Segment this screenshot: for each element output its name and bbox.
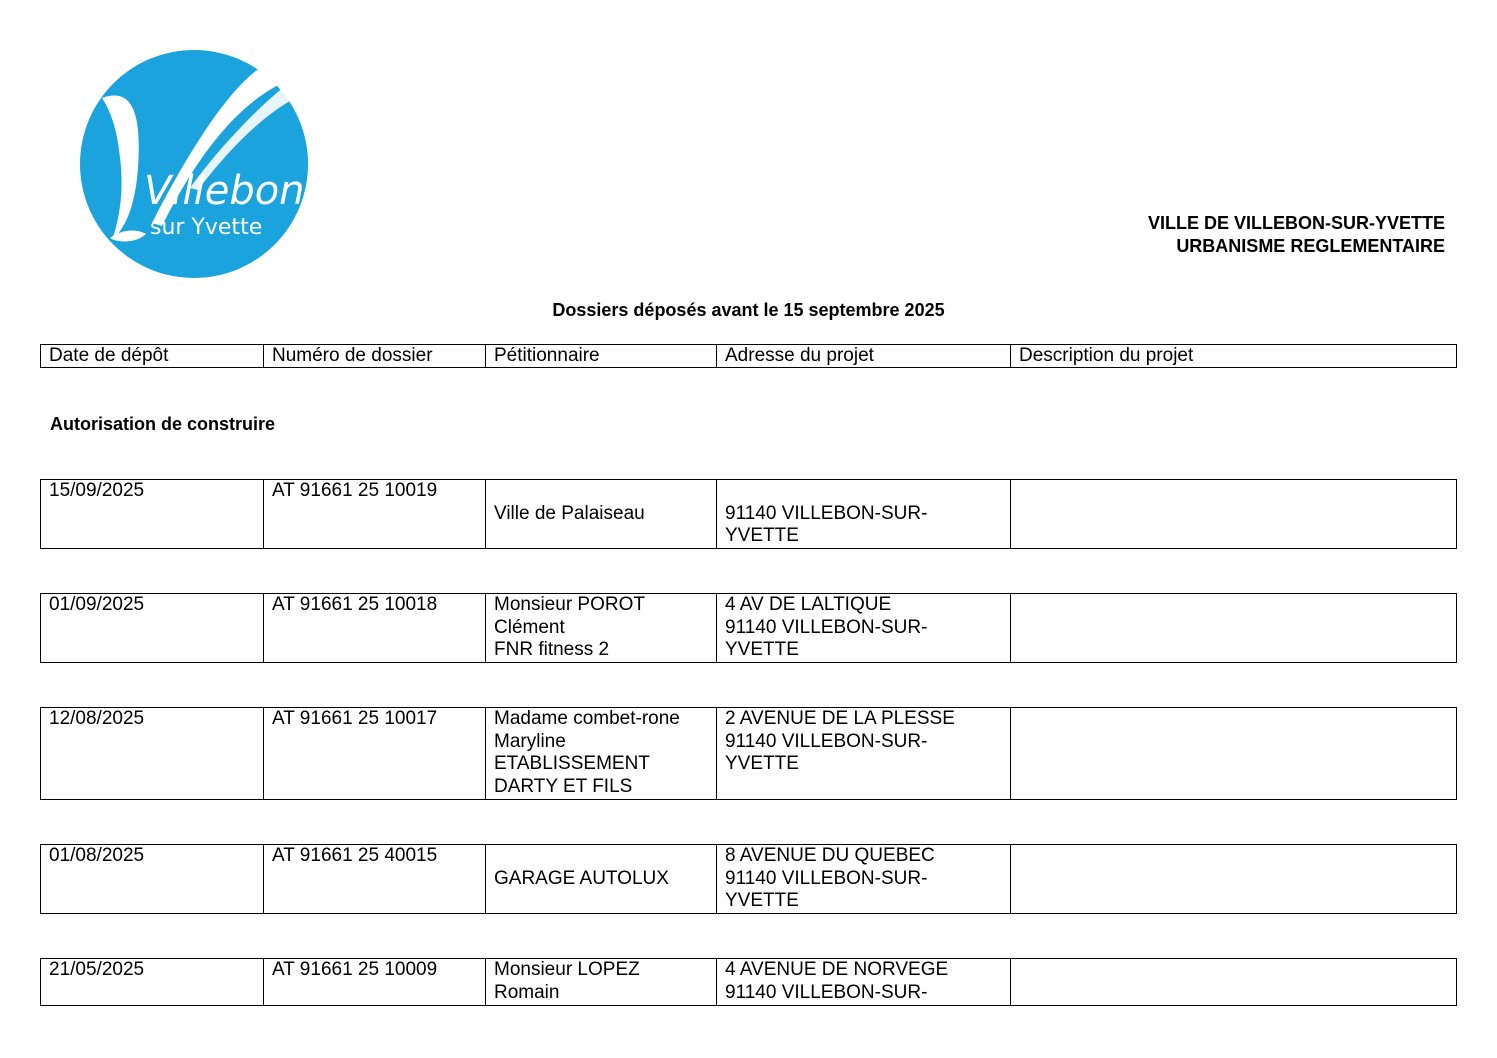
record-date: 21/05/2025 [41, 959, 264, 1006]
record-table [40, 479, 1457, 549]
record-description [1011, 594, 1457, 663]
record-petitionnaire: Madame combet-rone Maryline ETABLISSEMENT DARTY ET FILS [486, 708, 717, 800]
column-header-row [41, 345, 1457, 368]
record-row [41, 708, 1457, 800]
record-description [1011, 959, 1457, 1006]
organization-department: URBANISME REGLEMENTAIRE [1176, 236, 1445, 256]
organization-name: VILLE DE VILLEBON-SUR-YVETTE [1147, 213, 1445, 233]
record-row [41, 959, 1457, 1006]
record-adresse: 4 AV DE LALTIQUE 91140 VILLEBON-SUR- YVETTE [717, 594, 1011, 663]
record-description [1011, 845, 1457, 914]
record-numero: AT 91661 25 10019 [264, 480, 486, 549]
record-adresse: 91140 VILLEBON-SUR- YVETTE [717, 480, 1011, 549]
record-adresse: 2 AVENUE DE LA PLESSE 91140 VILLEBON-SUR- YVETTE [717, 708, 1011, 800]
record-numero: AT 91661 25 10017 [264, 708, 486, 800]
villebon-logo [80, 48, 310, 278]
villebon-logo-graphic [80, 48, 310, 278]
column-header-petitionnaire: Pétitionnaire [486, 345, 717, 368]
column-header-description: Description du projet [1011, 345, 1457, 368]
logo-text-sur-yvette: sur Yvette [150, 215, 263, 240]
record-description [1011, 480, 1457, 549]
record-row [41, 845, 1457, 914]
record-numero: AT 91661 25 40015 [264, 845, 486, 914]
record-description [1011, 708, 1457, 800]
document-title: Dossiers déposés avant le 15 septembre 2025 [552, 300, 945, 320]
column-header-adresse: Adresse du projet [717, 345, 1011, 368]
record-petitionnaire: Monsieur POROT Clément FNR fitness 2 [486, 594, 717, 663]
record-petitionnaire: Monsieur LOPEZ Romain [486, 959, 717, 1006]
record-row [41, 594, 1457, 663]
column-header-table [40, 344, 1457, 368]
record-date: 01/09/2025 [41, 594, 264, 663]
column-header-numero: Numéro de dossier [264, 345, 486, 368]
record-table [40, 707, 1457, 800]
logo-text-villebon: Villebon [144, 168, 305, 214]
record-table [40, 844, 1457, 914]
record-table [40, 958, 1457, 1006]
record-date: 12/08/2025 [41, 708, 264, 800]
record-adresse: 8 AVENUE DU QUEBEC 91140 VILLEBON-SUR- YVETTE [717, 845, 1011, 914]
record-table [40, 593, 1457, 663]
section-title: Autorisation de construire [50, 414, 276, 434]
record-petitionnaire: GARAGE AUTOLUX [486, 845, 717, 914]
column-header-date: Date de dépôt [41, 345, 264, 368]
record-numero: AT 91661 25 10018 [264, 594, 486, 663]
record-date: 15/09/2025 [41, 480, 264, 549]
record-date: 01/08/2025 [41, 845, 264, 914]
record-numero: AT 91661 25 10009 [264, 959, 486, 1006]
record-row [41, 480, 1457, 549]
record-adresse: 4 AVENUE DE NORVEGE 91140 VILLEBON-SUR- [717, 959, 1011, 1006]
record-petitionnaire: Ville de Palaiseau [486, 480, 717, 549]
organization-header [1148, 212, 1445, 258]
